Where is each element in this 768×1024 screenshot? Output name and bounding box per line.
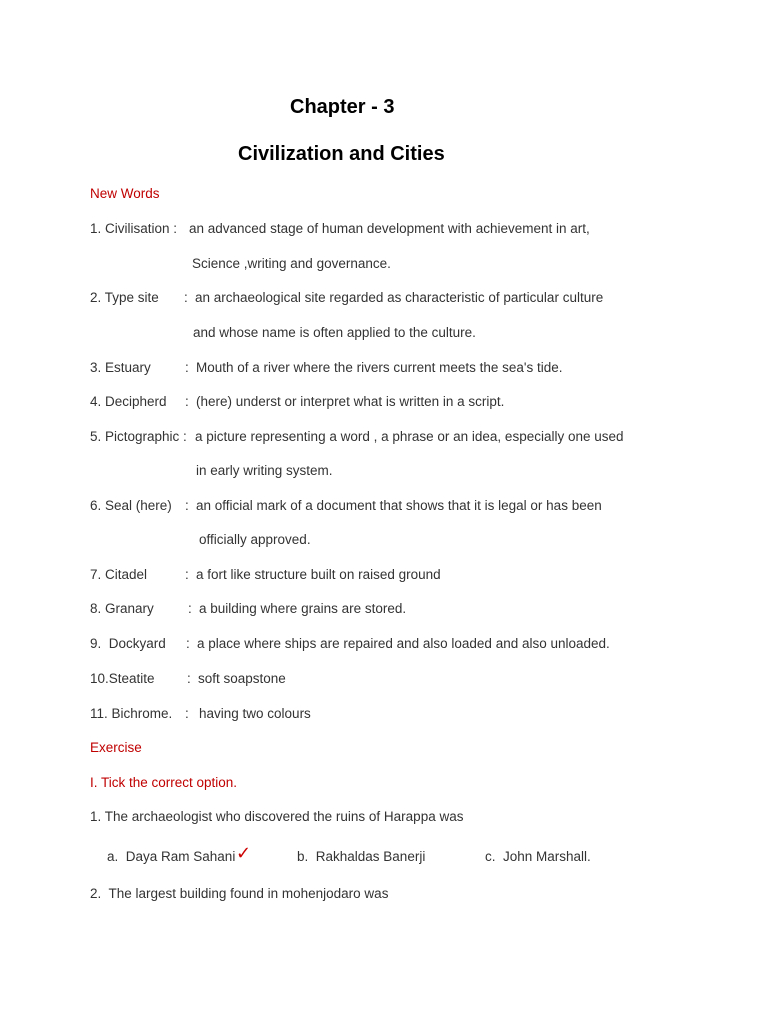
word-definition-cont: in early writing system. [196, 463, 333, 478]
word-definition: a fort like structure built on raised ground [196, 567, 441, 582]
word-term: 9. Dockyard [90, 636, 166, 651]
word-term: 1. Civilisation : [90, 221, 178, 236]
word-colon: : [186, 636, 190, 651]
word-term: 7. Citadel [90, 567, 148, 582]
word-term: 5. Pictographic : [90, 429, 187, 444]
word-colon: : [185, 360, 189, 375]
word-definition: a building where grains are stored. [199, 601, 407, 616]
word-definition: (here) underst or interpret what is written in a script. [196, 394, 505, 409]
word-term: 3. Estuary [90, 360, 151, 375]
chapter-heading: Chapter - 3 [290, 96, 395, 118]
word-definition: Mouth of a river where the rivers current meets the sea's tide. [196, 360, 563, 375]
word-term: 6. Seal (here) [90, 498, 172, 513]
word-colon: : [185, 706, 189, 721]
word-term: 11. Bichrome. [90, 706, 173, 721]
option-c: c. John Marshall. [485, 849, 591, 864]
word-term: 10.Steatite [90, 671, 155, 686]
tick-mark-icon: ✓ [236, 843, 252, 863]
word-colon: : [188, 601, 192, 616]
word-colon: : [187, 671, 191, 686]
question-text: 2. The largest building found in mohenjodaro was [90, 886, 389, 901]
word-colon: : [184, 290, 188, 305]
option-a: a. Daya Ram Sahani [107, 849, 236, 864]
word-term: 4. Decipherd [90, 394, 167, 409]
word-definition: a place where ships are repaired and also loaded and also unloaded. [197, 636, 610, 651]
word-term: 8. Granary [90, 601, 154, 616]
word-definition: an advanced stage of human development with achievement in art, [189, 221, 590, 236]
word-definition-cont: officially approved. [199, 532, 311, 547]
section-label: I. Tick the correct option. [90, 775, 238, 790]
word-definition-cont: and whose name is often applied to the culture. [193, 325, 476, 340]
new-words-label: New Words [90, 186, 160, 201]
option-b: b. Rakhaldas Banerji [297, 849, 426, 864]
word-definition: a picture representing a word , a phrase or an idea, especially one used [195, 429, 624, 444]
exercise-label: Exercise [90, 740, 142, 755]
word-term: 2. Type site [90, 290, 159, 305]
word-colon: : [185, 394, 189, 409]
word-definition: an archaeological site regarded as characteristic of particular culture [195, 290, 604, 305]
word-definition-cont: Science ,writing and governance. [192, 256, 391, 271]
chapter-title: Civilization and Cities [238, 143, 445, 165]
question-text: 1. The archaeologist who discovered the ruins of Harappa was [90, 809, 464, 824]
word-colon: : [185, 498, 189, 513]
word-definition: having two colours [199, 706, 311, 721]
word-colon: : [185, 567, 189, 582]
word-definition: an official mark of a document that shows that it is legal or has been [196, 498, 602, 513]
word-definition: soft soapstone [198, 671, 286, 686]
